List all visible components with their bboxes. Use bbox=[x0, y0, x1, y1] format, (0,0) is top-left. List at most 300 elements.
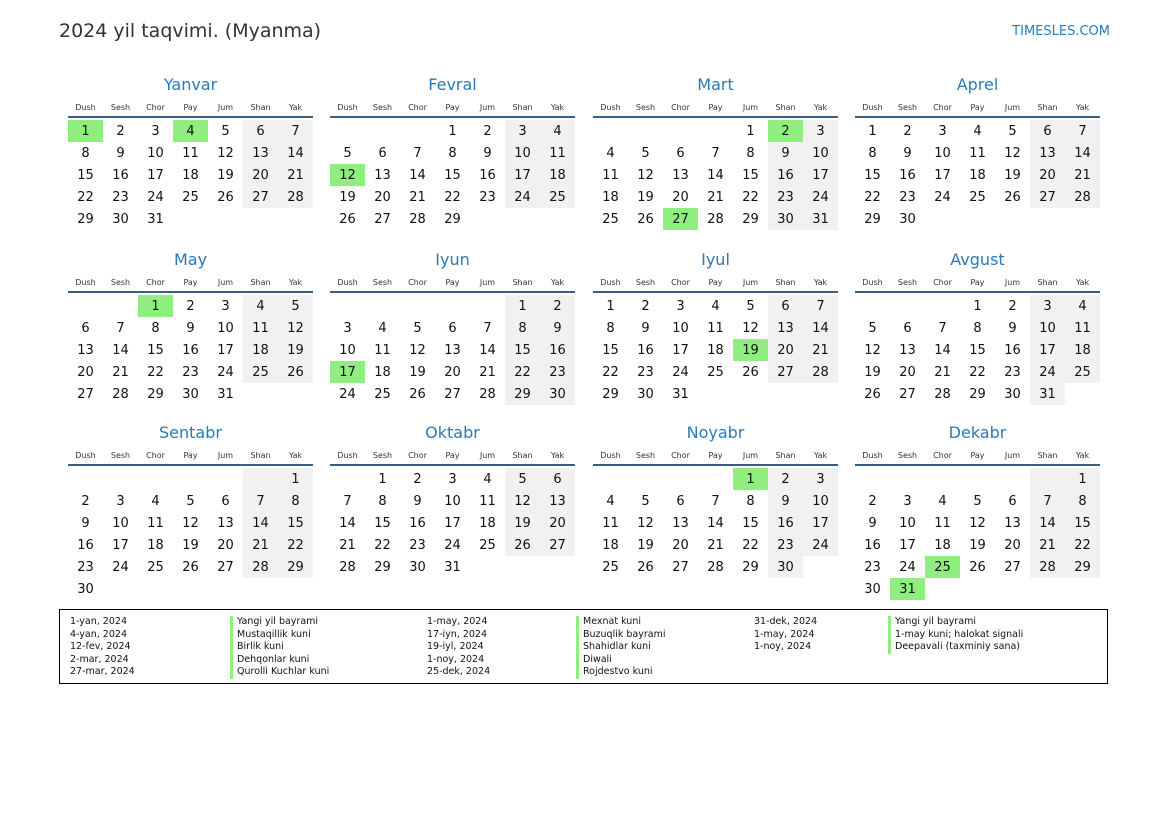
day-cell: 26 bbox=[505, 534, 540, 556]
day-cell: 19 bbox=[182, 537, 199, 553]
empty-cell bbox=[1030, 468, 1065, 490]
day-cell: 4 bbox=[243, 295, 278, 317]
month-name: Oktabr bbox=[425, 423, 480, 442]
day-cell: 18 bbox=[182, 167, 199, 183]
day-cell: 28 bbox=[243, 556, 278, 578]
weekday-label: Jum bbox=[1004, 450, 1021, 460]
weekday-label: Shan bbox=[250, 102, 271, 112]
weekday-label: Dush bbox=[600, 102, 621, 112]
day-cell: 19 bbox=[409, 364, 426, 380]
day-cell: 22 bbox=[505, 361, 540, 383]
day-cell: 1 bbox=[448, 123, 457, 139]
weekday-label: Yak bbox=[550, 450, 565, 460]
day-cell: 20 bbox=[1030, 164, 1065, 186]
empty-cell bbox=[435, 295, 470, 317]
day-cell: 9 bbox=[903, 145, 912, 161]
day-cell: 2 bbox=[483, 123, 492, 139]
weekday-label: Dush bbox=[337, 277, 358, 287]
day-cell: 16 bbox=[1004, 342, 1021, 358]
day-cell: 14 bbox=[278, 142, 313, 164]
empty-cell bbox=[803, 383, 838, 405]
day-cell: 9 bbox=[768, 490, 803, 512]
day-cell: 15 bbox=[278, 512, 313, 534]
weekday-label: Chor bbox=[671, 102, 690, 112]
weekday-label: Pay bbox=[708, 450, 723, 460]
weekday-label: Shan bbox=[775, 450, 796, 460]
empty-cell bbox=[243, 383, 278, 405]
day-cell: 12 bbox=[409, 342, 426, 358]
day-cell: 9 bbox=[641, 320, 650, 336]
empty-cell bbox=[68, 295, 103, 317]
weekday-label: Sesh bbox=[635, 102, 656, 112]
day-cell: 27 bbox=[77, 386, 94, 402]
day-cell: 27 bbox=[374, 211, 391, 227]
legend-holiday-name: 1-may kuni; halokat signali bbox=[888, 629, 1023, 642]
weekday-header bbox=[593, 273, 838, 293]
empty-cell bbox=[103, 295, 138, 317]
day-cell: 13 bbox=[672, 167, 689, 183]
empty-cell bbox=[995, 208, 1030, 230]
day-cell: 22 bbox=[147, 364, 164, 380]
empty-cell bbox=[173, 578, 208, 600]
day-cell: 24 bbox=[803, 534, 838, 556]
day-cell: 21 bbox=[479, 364, 496, 380]
empty-cell bbox=[925, 295, 960, 317]
legend-names-col-3 bbox=[888, 616, 1023, 654]
weekday-label: Pay bbox=[183, 277, 198, 287]
day-cell: 30 bbox=[77, 581, 94, 597]
weekday-label: Pay bbox=[183, 102, 198, 112]
legend-holiday-name: Shahidlar kuni bbox=[576, 641, 665, 654]
day-cell: 10 bbox=[112, 515, 129, 531]
day-grid bbox=[855, 468, 1100, 600]
day-cell: 18 bbox=[1065, 339, 1100, 361]
day-cell: 19 bbox=[637, 189, 654, 205]
day-cell: 1 bbox=[973, 298, 982, 314]
day-cell: 2 bbox=[641, 298, 650, 314]
day-cell: 27 bbox=[672, 559, 689, 575]
empty-cell bbox=[733, 383, 768, 405]
legend-date: 27-mar, 2024 bbox=[70, 666, 135, 677]
day-cell: 4 bbox=[606, 493, 615, 509]
day-cell: 27 bbox=[243, 186, 278, 208]
day-cell: 23 bbox=[864, 559, 881, 575]
holiday-day-cell: 1 bbox=[733, 468, 768, 490]
empty-cell bbox=[208, 578, 243, 600]
day-cell: 4 bbox=[378, 320, 387, 336]
day-cell: 28 bbox=[803, 361, 838, 383]
day-cell: 22 bbox=[77, 189, 94, 205]
day-cell: 23 bbox=[77, 559, 94, 575]
holiday-day-cell: 17 bbox=[330, 361, 365, 383]
day-cell: 25 bbox=[479, 537, 496, 553]
holiday-day-cell: 27 bbox=[663, 208, 698, 230]
day-cell: 29 bbox=[505, 383, 540, 405]
weekday-label: Pay bbox=[970, 277, 985, 287]
day-cell: 20 bbox=[217, 537, 234, 553]
day-cell: 30 bbox=[864, 581, 881, 597]
day-cell: 26 bbox=[1004, 189, 1021, 205]
month-fevral bbox=[330, 74, 575, 230]
holiday-day-cell: 2 bbox=[768, 120, 803, 142]
empty-cell bbox=[243, 468, 278, 490]
day-cell: 17 bbox=[803, 164, 838, 186]
empty-cell bbox=[365, 120, 400, 142]
empty-cell bbox=[400, 295, 435, 317]
day-cell: 16 bbox=[768, 512, 803, 534]
day-cell: 15 bbox=[742, 515, 759, 531]
empty-cell bbox=[593, 120, 628, 142]
day-cell: 30 bbox=[1004, 386, 1021, 402]
legend-holiday-name: Buzuqlik bayrami bbox=[576, 629, 665, 642]
day-cell: 7 bbox=[116, 320, 125, 336]
day-cell: 19 bbox=[339, 189, 356, 205]
day-cell: 31 bbox=[217, 386, 234, 402]
day-cell: 12 bbox=[217, 145, 234, 161]
day-cell: 28 bbox=[934, 386, 951, 402]
weekday-label: Dush bbox=[862, 102, 883, 112]
day-cell: 30 bbox=[768, 556, 803, 578]
day-cell: 23 bbox=[768, 534, 803, 556]
day-cell: 23 bbox=[112, 189, 129, 205]
day-cell: 12 bbox=[278, 317, 313, 339]
day-cell: 22 bbox=[742, 189, 759, 205]
day-cell: 7 bbox=[938, 320, 947, 336]
weekday-label: Yak bbox=[1075, 450, 1090, 460]
day-cell: 16 bbox=[540, 339, 575, 361]
day-cell: 6 bbox=[676, 145, 685, 161]
day-cell: 29 bbox=[278, 556, 313, 578]
weekday-label: Jum bbox=[742, 277, 759, 287]
empty-cell bbox=[330, 295, 365, 317]
day-grid bbox=[330, 468, 575, 578]
day-cell: 28 bbox=[278, 186, 313, 208]
day-cell: 17 bbox=[1030, 339, 1065, 361]
day-cell: 10 bbox=[672, 320, 689, 336]
day-cell: 14 bbox=[243, 512, 278, 534]
legend-date: 1-yan, 2024 bbox=[70, 616, 127, 627]
weekday-header bbox=[330, 273, 575, 293]
empty-cell bbox=[960, 578, 995, 600]
empty-cell bbox=[593, 468, 628, 490]
empty-cell bbox=[400, 120, 435, 142]
empty-cell bbox=[663, 120, 698, 142]
day-cell: 24 bbox=[899, 559, 916, 575]
empty-cell bbox=[925, 578, 960, 600]
legend-date: 1-noy, 2024 bbox=[754, 641, 812, 652]
day-cell: 26 bbox=[182, 559, 199, 575]
empty-cell bbox=[960, 468, 995, 490]
weekday-label: Sesh bbox=[372, 450, 393, 460]
holiday-day-cell: 25 bbox=[925, 556, 960, 578]
day-cell: 15 bbox=[147, 342, 164, 358]
weekday-header bbox=[593, 98, 838, 118]
day-cell: 11 bbox=[934, 515, 951, 531]
day-cell: 11 bbox=[147, 515, 164, 531]
day-grid bbox=[593, 468, 838, 578]
day-cell: 13 bbox=[1030, 142, 1065, 164]
weekday-label: Jum bbox=[1004, 277, 1021, 287]
day-cell: 23 bbox=[540, 361, 575, 383]
empty-cell bbox=[925, 468, 960, 490]
month-aprel bbox=[855, 74, 1100, 230]
day-cell: 31 bbox=[444, 559, 461, 575]
day-cell: 31 bbox=[672, 386, 689, 402]
day-cell: 1 bbox=[378, 471, 387, 487]
empty-cell bbox=[1030, 578, 1065, 600]
weekday-label: Pay bbox=[970, 102, 985, 112]
day-cell: 21 bbox=[112, 364, 129, 380]
day-cell: 17 bbox=[444, 515, 461, 531]
weekday-label: Chor bbox=[671, 450, 690, 460]
weekday-header bbox=[330, 446, 575, 466]
site-link[interactable]: TIMESLES.COM bbox=[1012, 24, 1110, 39]
day-cell: 21 bbox=[707, 537, 724, 553]
day-cell: 11 bbox=[602, 167, 619, 183]
empty-cell bbox=[365, 295, 400, 317]
day-cell: 6 bbox=[378, 145, 387, 161]
day-cell: 6 bbox=[221, 493, 230, 509]
weekday-label: Yak bbox=[813, 277, 828, 287]
weekday-label: Chor bbox=[408, 450, 427, 460]
day-cell: 12 bbox=[182, 515, 199, 531]
day-cell: 4 bbox=[938, 493, 947, 509]
weekday-label: Shan bbox=[250, 450, 271, 460]
day-cell: 5 bbox=[505, 468, 540, 490]
day-cell: 12 bbox=[742, 320, 759, 336]
month-name: Dekabr bbox=[948, 423, 1007, 442]
day-cell: 17 bbox=[147, 167, 164, 183]
weekday-label: Sesh bbox=[897, 277, 918, 287]
weekday-label: Jum bbox=[479, 102, 496, 112]
day-cell: 21 bbox=[803, 339, 838, 361]
day-cell: 3 bbox=[803, 468, 838, 490]
day-cell: 5 bbox=[641, 145, 650, 161]
holiday-day-cell: 19 bbox=[733, 339, 768, 361]
day-cell: 18 bbox=[374, 364, 391, 380]
day-cell: 26 bbox=[637, 559, 654, 575]
empty-cell bbox=[470, 208, 505, 230]
day-grid bbox=[68, 295, 313, 405]
day-cell: 2 bbox=[768, 468, 803, 490]
day-cell: 3 bbox=[221, 298, 230, 314]
day-cell: 21 bbox=[278, 164, 313, 186]
day-cell: 14 bbox=[707, 167, 724, 183]
day-cell: 19 bbox=[637, 537, 654, 553]
day-cell: 3 bbox=[505, 120, 540, 142]
day-cell: 17 bbox=[505, 164, 540, 186]
day-cell: 10 bbox=[803, 490, 838, 512]
legend-names-col-1 bbox=[230, 616, 329, 679]
legend-holiday-name: Yangi yil bayrami bbox=[230, 616, 329, 629]
day-cell: 8 bbox=[448, 145, 457, 161]
day-cell: 14 bbox=[1065, 142, 1100, 164]
day-cell: 6 bbox=[1030, 120, 1065, 142]
empty-cell bbox=[505, 556, 540, 578]
day-cell: 13 bbox=[444, 342, 461, 358]
day-cell: 16 bbox=[182, 342, 199, 358]
day-cell: 17 bbox=[934, 167, 951, 183]
day-cell: 17 bbox=[217, 342, 234, 358]
weekday-label: Jum bbox=[479, 277, 496, 287]
day-cell: 28 bbox=[707, 211, 724, 227]
day-cell: 8 bbox=[151, 320, 160, 336]
day-cell: 29 bbox=[1065, 556, 1100, 578]
day-grid bbox=[593, 295, 838, 405]
day-cell: 19 bbox=[1004, 167, 1021, 183]
day-cell: 27 bbox=[217, 559, 234, 575]
weekday-label: Pay bbox=[970, 450, 985, 460]
legend-holiday-name: Qurolli Kuchlar kuni bbox=[230, 666, 329, 679]
weekday-label: Shan bbox=[512, 102, 533, 112]
day-cell: 22 bbox=[742, 537, 759, 553]
weekday-header bbox=[68, 446, 313, 466]
weekday-label: Shan bbox=[1037, 102, 1058, 112]
day-cell: 26 bbox=[278, 361, 313, 383]
day-cell: 18 bbox=[540, 164, 575, 186]
day-cell: 15 bbox=[864, 167, 881, 183]
day-cell: 8 bbox=[868, 145, 877, 161]
weekday-label: Sesh bbox=[897, 450, 918, 460]
day-cell: 23 bbox=[899, 189, 916, 205]
day-cell: 3 bbox=[1030, 295, 1065, 317]
empty-cell bbox=[1065, 383, 1100, 405]
weekday-label: Yak bbox=[550, 102, 565, 112]
weekday-label: Pay bbox=[445, 277, 460, 287]
legend-date: 1-may, 2024 bbox=[427, 616, 488, 627]
day-cell: 30 bbox=[409, 559, 426, 575]
day-cell: 18 bbox=[243, 339, 278, 361]
day-cell: 3 bbox=[448, 471, 457, 487]
day-cell: 12 bbox=[864, 342, 881, 358]
day-cell: 18 bbox=[602, 189, 619, 205]
empty-cell bbox=[470, 556, 505, 578]
day-cell: 26 bbox=[969, 559, 986, 575]
day-cell: 4 bbox=[483, 471, 492, 487]
day-cell: 21 bbox=[707, 189, 724, 205]
empty-cell bbox=[1030, 208, 1065, 230]
month-name: Noyabr bbox=[686, 423, 745, 442]
empty-cell bbox=[960, 208, 995, 230]
legend-holiday-name: Dehqonlar kuni bbox=[230, 654, 329, 667]
weekday-label: Shan bbox=[775, 277, 796, 287]
day-cell: 29 bbox=[77, 211, 94, 227]
day-cell: 27 bbox=[1030, 186, 1065, 208]
day-cell: 1 bbox=[278, 468, 313, 490]
day-cell: 13 bbox=[217, 515, 234, 531]
empty-cell bbox=[768, 383, 803, 405]
day-cell: 20 bbox=[768, 339, 803, 361]
weekday-header bbox=[855, 98, 1100, 118]
day-cell: 14 bbox=[803, 317, 838, 339]
day-cell: 25 bbox=[243, 361, 278, 383]
month-noyabr bbox=[593, 422, 838, 578]
day-cell: 27 bbox=[540, 534, 575, 556]
day-cell: 8 bbox=[606, 320, 615, 336]
empty-cell bbox=[995, 468, 1030, 490]
legend-names-col-2 bbox=[576, 616, 665, 679]
day-cell: 7 bbox=[711, 493, 720, 509]
legend-date: 12-fev, 2024 bbox=[70, 641, 131, 652]
weekday-label: Sesh bbox=[110, 102, 131, 112]
day-cell: 30 bbox=[899, 211, 916, 227]
day-cell: 2 bbox=[903, 123, 912, 139]
day-cell: 20 bbox=[672, 189, 689, 205]
empty-cell bbox=[663, 468, 698, 490]
day-cell: 7 bbox=[711, 145, 720, 161]
weekday-label: Shan bbox=[1037, 450, 1058, 460]
day-cell: 25 bbox=[374, 386, 391, 402]
weekday-label: Shan bbox=[775, 102, 796, 112]
day-cell: 13 bbox=[540, 490, 575, 512]
empty-cell bbox=[68, 468, 103, 490]
day-cell: 7 bbox=[243, 490, 278, 512]
day-cell: 1 bbox=[505, 295, 540, 317]
day-cell: 24 bbox=[672, 364, 689, 380]
holiday-day-cell: 31 bbox=[890, 578, 925, 600]
day-cell: 7 bbox=[278, 120, 313, 142]
day-cell: 2 bbox=[1008, 298, 1017, 314]
day-cell: 11 bbox=[374, 342, 391, 358]
day-cell: 17 bbox=[803, 512, 838, 534]
day-cell: 27 bbox=[444, 386, 461, 402]
day-cell: 26 bbox=[409, 386, 426, 402]
day-cell: 2 bbox=[540, 295, 575, 317]
day-cell: 8 bbox=[81, 145, 90, 161]
empty-cell bbox=[173, 468, 208, 490]
day-cell: 22 bbox=[864, 189, 881, 205]
day-cell: 2 bbox=[413, 471, 422, 487]
weekday-label: Shan bbox=[250, 277, 271, 287]
day-cell: 9 bbox=[413, 493, 422, 509]
day-cell: 24 bbox=[147, 189, 164, 205]
day-cell: 20 bbox=[243, 164, 278, 186]
legend-holiday-name: Deepavali (taxminiy sana) bbox=[888, 641, 1023, 654]
weekday-label: Chor bbox=[933, 102, 952, 112]
day-cell: 20 bbox=[444, 364, 461, 380]
legend-dates-col-2 bbox=[427, 616, 490, 679]
empty-cell bbox=[138, 578, 173, 600]
day-cell: 24 bbox=[217, 364, 234, 380]
day-cell: 15 bbox=[1065, 512, 1100, 534]
day-cell: 12 bbox=[637, 515, 654, 531]
legend-dates-col-3 bbox=[754, 616, 817, 654]
day-cell: 23 bbox=[479, 189, 496, 205]
day-cell: 3 bbox=[803, 120, 838, 142]
day-cell: 11 bbox=[602, 515, 619, 531]
day-cell: 8 bbox=[378, 493, 387, 509]
empty-cell bbox=[278, 578, 313, 600]
day-cell: 20 bbox=[899, 364, 916, 380]
day-cell: 28 bbox=[1065, 186, 1100, 208]
legend-date: 1-noy, 2024 bbox=[427, 653, 485, 665]
day-cell: 9 bbox=[81, 515, 90, 531]
day-cell: 15 bbox=[602, 342, 619, 358]
day-cell: 4 bbox=[1065, 295, 1100, 317]
day-grid bbox=[330, 120, 575, 230]
day-grid bbox=[855, 295, 1100, 405]
day-cell: 12 bbox=[969, 515, 986, 531]
legend-date: 1-may, 2024 bbox=[754, 628, 815, 640]
day-cell: 6 bbox=[540, 468, 575, 490]
day-cell: 1 bbox=[606, 298, 615, 314]
day-cell: 7 bbox=[1065, 120, 1100, 142]
day-cell: 14 bbox=[339, 515, 356, 531]
empty-cell bbox=[698, 383, 733, 405]
day-grid bbox=[593, 120, 838, 230]
day-cell: 12 bbox=[637, 167, 654, 183]
weekday-label: Shan bbox=[512, 277, 533, 287]
